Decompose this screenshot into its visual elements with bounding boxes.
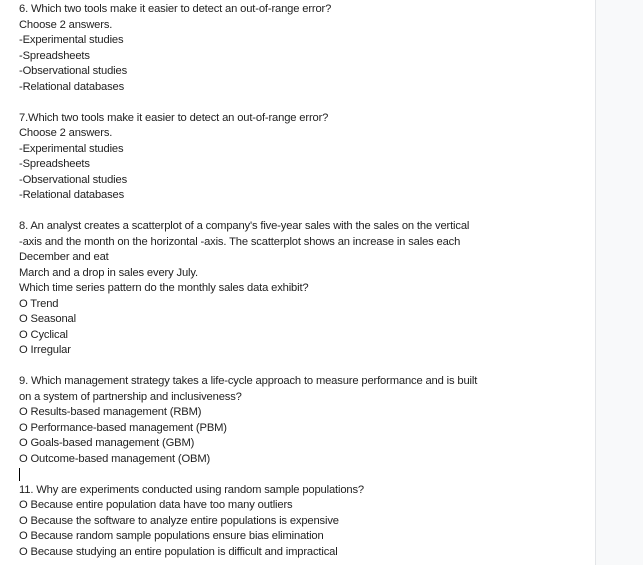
document-side-margin [595, 0, 643, 565]
question-6-instruction: Choose 2 answers. [19, 18, 113, 31]
question-8-option: O Irregular [19, 344, 71, 356]
question-9-option: O Results-based management (RBM) [19, 406, 202, 418]
question-8-text: March and a drop in sales every July. [19, 266, 198, 279]
question-6-option: -Observational studies [19, 65, 128, 77]
question-7-option: -Relational databases [19, 189, 125, 201]
question-11-option: O Because random sample populations ensure bias elimination [19, 530, 324, 542]
question-7-title: 7.Which two tools make it easier to detect an out-of-range error? [19, 111, 329, 124]
question-9-text: 9. Which management strategy takes a life-cycle approach to measure performance and is built [19, 375, 478, 387]
question-7-option: -Spreadsheets [19, 158, 90, 170]
question-7-instruction: Choose 2 answers. [19, 127, 113, 139]
question-11-title: 11. Why are experiments conducted using random sample populations? [19, 483, 364, 496]
question-8-option: O Seasonal [19, 313, 76, 325]
question-8-prompt: Which time series pattern do the monthly sales data exhibit? [19, 282, 309, 294]
question-7-option: -Observational studies [19, 173, 128, 186]
question-6-option: -Spreadsheets [19, 49, 90, 62]
question-6-title: 6. Which two tools make it easier to detect an out-of-range error? [19, 3, 332, 15]
question-9-option: O Outcome-based management (OBM) [19, 452, 211, 465]
question-11-option: O Because studying an entire population is difficult and impractical [19, 545, 338, 558]
question-6-option: -Experimental studies [19, 34, 124, 46]
question-6-option: -Relational databases [19, 80, 125, 93]
question-8-option: O Cyclical [19, 328, 68, 341]
question-9-text: on a system of partnership and inclusiveness? [19, 390, 242, 403]
text-cursor [19, 468, 20, 481]
question-9-option: O Goals-based management (GBM) [19, 437, 195, 449]
question-8-text: 8. An analyst creates a scatterplot of a company's five-year sales with the sales on the vertical [19, 220, 470, 232]
question-11-option: O Because the software to analyze entire populations is expensive [19, 514, 339, 527]
question-7-option: -Experimental studies [19, 142, 124, 155]
question-8-text: December and eat [19, 251, 109, 263]
question-9-option: O Performance-based management (PBM) [19, 421, 227, 434]
question-8-text: -axis and the month on the horizontal -axis. The scatterplot shows an increase in sales each [19, 235, 461, 248]
question-8-option: O Trend [19, 297, 59, 310]
question-11-option: O Because entire population data have too many outliers [19, 499, 293, 511]
